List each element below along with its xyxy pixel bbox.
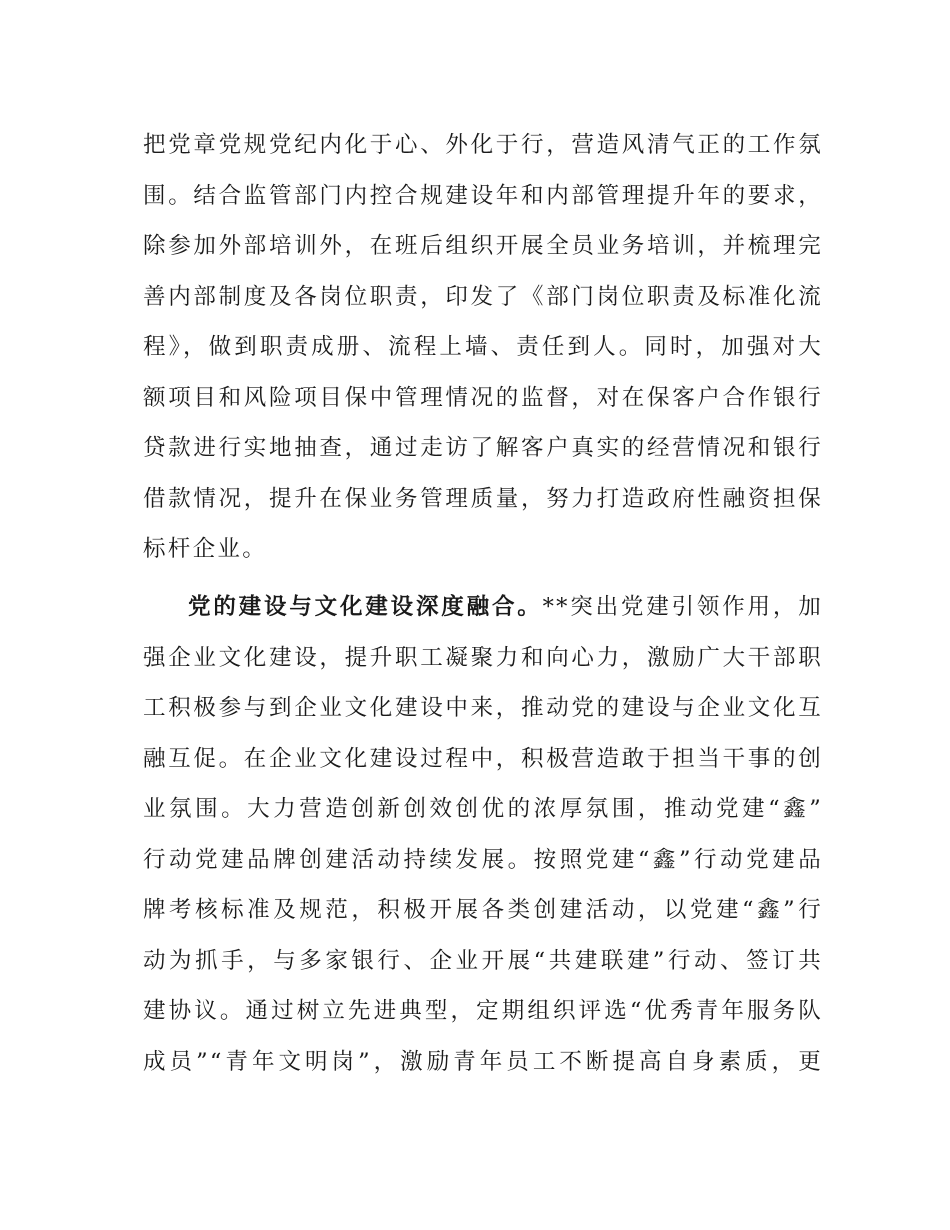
paragraph-line: 动为抓手，与多家银行、企业开展“共建联建”行动、签订共 bbox=[143, 947, 823, 974]
paragraph-line: 标杆企业。 bbox=[143, 536, 268, 562]
paragraph-line: 融互促。在企业文化建设过程中，积极营造敢于担当干事的创 bbox=[143, 745, 823, 772]
paragraph-line: 牌考核标准及规范，积极开展各类创建活动，以党建“鑫”行 bbox=[143, 897, 823, 923]
paragraph-line: 借款情况，提升在保业务管理质量，努力打造政府性融资担保 bbox=[143, 485, 823, 512]
paragraph-internal-management bbox=[143, 120, 823, 575]
paragraph-line: 除参加外部培训外，在班后组织开展全员业务培训，并梳理完 bbox=[143, 233, 823, 259]
paragraph-line: 业氛围。大力营造创新创效创优的浓厚氛围，推动党建“鑫” bbox=[143, 796, 823, 822]
paragraph-line: 把党章党规党纪内化于心、外化于行，营造风清气正的工作氛 bbox=[143, 132, 823, 158]
paragraph-line: 围。结合监管部门内控合规建设年和内部管理提升年的要求， bbox=[143, 182, 823, 209]
paragraph-line: 成员”“青年文明岗”，激励青年员工不断提高自身素质，更 bbox=[143, 1048, 823, 1075]
paragraph-line: 程》，做到职责成册、流程上墙、责任到人。同时，加强对大 bbox=[143, 334, 823, 360]
paragraph-lead-heading: 党的建设与文化建设深度融合。 bbox=[188, 594, 543, 620]
paragraph-line: 额项目和风险项目保中管理情况的监督，对在保客户合作银行 bbox=[143, 384, 823, 411]
paragraph-line: 建协议。通过树立先进典型，定期组织评选“优秀青年服务队 bbox=[143, 998, 823, 1024]
paragraph-line: 贷款进行实地抽查，通过走访了解客户真实的经营情况和银行 bbox=[143, 435, 823, 461]
paragraph-line: 善内部制度及各岗位职责，印发了《部门岗位职责及标准化流 bbox=[143, 283, 823, 310]
paragraph-line: 行动党建品牌创建活动持续发展。按照党建“鑫”行动党建品 bbox=[143, 846, 823, 873]
paragraph-line: 工积极参与到企业文化建设中来，推动党的建设与企业文化互 bbox=[143, 695, 823, 721]
paragraph-line: 强企业文化建设，提升职工凝聚力和向心力，激励广大干部职 bbox=[143, 644, 823, 671]
paragraph-first-line-text: **突出党建引领作用，加 bbox=[542, 594, 823, 620]
paragraph-first-line bbox=[143, 582, 823, 633]
paragraph-party-culture bbox=[143, 582, 823, 1087]
